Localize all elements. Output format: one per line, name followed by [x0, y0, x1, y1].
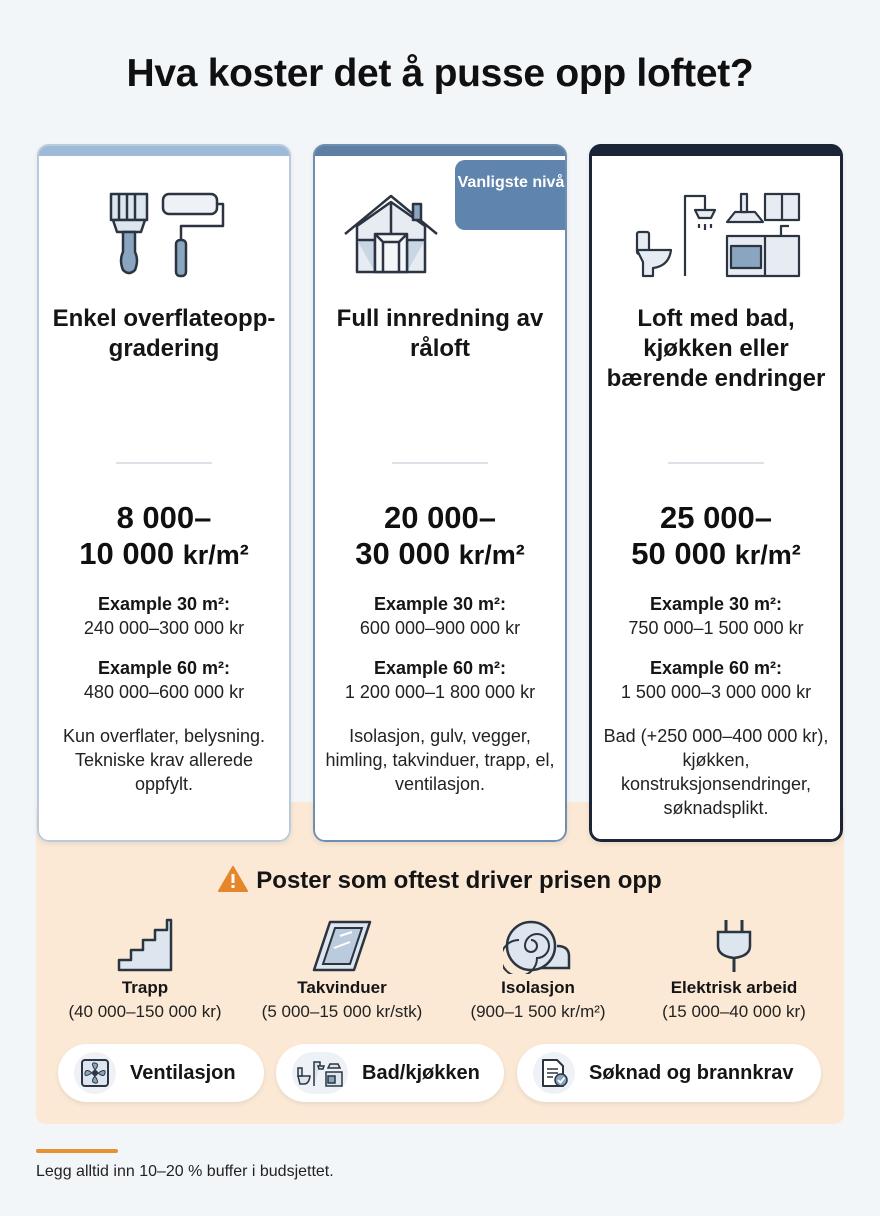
drivers-heading: [0, 866, 880, 899]
paintbrush-roller-icon: [37, 190, 291, 280]
card-title: Full innredning av råloft: [336, 305, 544, 362]
warning-icon: [218, 866, 248, 899]
stairs-icon: [45, 914, 245, 974]
driver-value: (40 000–150 000 kr): [68, 1002, 222, 1021]
footnote-accent-line: [36, 1149, 118, 1153]
page-title: Hva koster det å pusse opp loftet?: [126, 52, 754, 95]
driver-stairs: [45, 914, 245, 1022]
pill-label: Søknad og brannkrav: [589, 1061, 794, 1084]
pill-label: Bad/kjøkken: [362, 1061, 480, 1084]
example-60-value: 1 200 000–1 800 000 kr: [344, 682, 536, 702]
example-30-label: Example 30 m²:: [649, 594, 783, 614]
example-60-label: Example 60 m²:: [649, 658, 783, 678]
insulation-roll-icon: [438, 914, 638, 974]
price-line-2: 50 000: [631, 536, 727, 571]
driver-name: Isolasjon: [501, 978, 575, 997]
example-30-label: Example 30 m²:: [97, 594, 231, 614]
card-title: Enkel overflateopp-gradering: [52, 305, 276, 362]
example-30-value: 600 000–900 000 kr: [359, 618, 521, 638]
card-description: Isolasjon, gulv, vegger, himling, takvinduer, trapp, el, ventilasjon.: [325, 726, 555, 794]
price-unit: kr/m²: [458, 540, 525, 570]
example-30-label: Example 30 m²:: [373, 594, 507, 614]
footnote: Legg alltid inn 10–20 % buffer i budsjettet.: [36, 1163, 334, 1180]
pill-bath-kitchen: [276, 1044, 504, 1102]
most-common-badge: Vanligste nivå: [455, 160, 567, 230]
price-range: [37, 500, 291, 573]
tier-card-full: [313, 144, 567, 842]
divider: [668, 462, 764, 464]
driver-name: Takvinduer: [297, 978, 387, 997]
example-60-label: Example 60 m²:: [97, 658, 231, 678]
driver-value: (15 000–40 000 kr): [662, 1002, 806, 1021]
plug-icon: [634, 914, 834, 974]
card-description: Kun overflater, belysning. Tekniske krav allerede oppfylt.: [62, 726, 266, 794]
example-30-value: 240 000–300 000 kr: [83, 618, 245, 638]
document-check-icon: [533, 1052, 575, 1094]
example-60-value: 480 000–600 000 kr: [83, 682, 245, 702]
price-line-2: 30 000: [355, 536, 451, 571]
drivers-heading-text: Poster som oftest driver prisen opp: [256, 867, 662, 894]
driver-electrical: [634, 914, 834, 1022]
price-line-1: 8 000–: [116, 500, 212, 535]
card-accent-bar: [313, 144, 567, 156]
house-attic-icon: [313, 190, 567, 280]
example-60-value: 1 500 000–3 000 000 kr: [620, 682, 812, 702]
pill-application-fire: [517, 1044, 821, 1102]
bathroom-kitchen-icon: [589, 190, 843, 280]
card-title: Loft med bad, kjøkken eller bærende endringer: [606, 305, 826, 392]
example-60-label: Example 60 m²:: [373, 658, 507, 678]
driver-name: Trapp: [121, 978, 169, 997]
price-range: [313, 500, 567, 573]
price-unit: kr/m²: [734, 540, 801, 570]
pill-label: Ventilasjon: [130, 1061, 236, 1084]
divider: [116, 462, 212, 464]
price-line-1: 20 000–: [383, 500, 497, 535]
tier-card-advanced: [589, 144, 843, 842]
pill-ventilation: [58, 1044, 264, 1102]
price-line-1: 25 000–: [659, 500, 773, 535]
driver-value: (900–1 500 kr/m²): [470, 1002, 606, 1021]
roof-window-icon: [242, 914, 442, 974]
price-unit: kr/m²: [182, 540, 249, 570]
tier-card-basic: [37, 144, 291, 842]
driver-value: (5 000–15 000 kr/stk): [261, 1002, 423, 1021]
driver-roof-windows: [242, 914, 442, 1022]
card-accent-bar: [589, 144, 843, 156]
example-30-value: 750 000–1 500 000 kr: [628, 618, 804, 638]
fan-icon: [74, 1052, 116, 1094]
driver-name: Elektrisk arbeid: [670, 978, 798, 997]
bath-kitchen-icon: [292, 1052, 348, 1094]
card-description: Bad (+250 000–400 000 kr), kjøkken, konstruksjonsendringer, søknadsplikt.: [603, 726, 829, 818]
divider: [392, 462, 488, 464]
price-line-2: 10 000: [79, 536, 175, 571]
driver-insulation: [438, 914, 638, 1022]
card-accent-bar: [37, 144, 291, 156]
price-range: [589, 500, 843, 573]
